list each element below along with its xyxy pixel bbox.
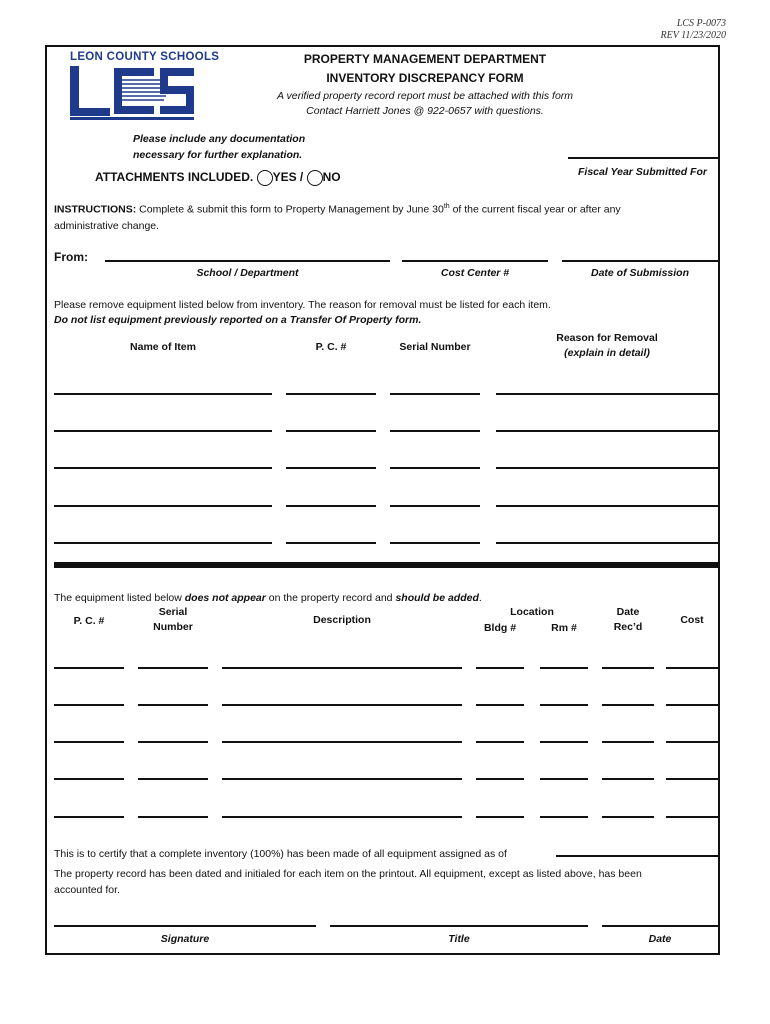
addition-row1-field4[interactable] [476,667,524,669]
header-reason-line1: Reason for Removal [556,332,658,344]
instructions-line2: administrative change. [54,219,160,232]
add-header-cost: Cost [680,614,704,626]
attachments-no-label: NO [322,170,341,185]
addition-intro-text1: The equipment listed below [54,592,185,604]
removal-intro: Please remove equipment listed below from inventory. The reason for removal must be listed for each item. [54,299,551,311]
removal-row4-field3[interactable] [390,505,480,507]
addition-row5-field7[interactable] [666,816,718,818]
addition-row4-field1[interactable] [54,778,124,780]
addition-row4-field6[interactable] [602,778,654,780]
removal-row5-field3[interactable] [390,542,480,544]
removal-row1-field2[interactable] [286,393,376,395]
addition-intro [54,590,482,606]
addition-row3-field2[interactable] [138,741,208,743]
add-header-date [602,605,654,635]
school-department-label: School / Department [196,267,299,279]
removal-row1-field4[interactable] [496,393,718,395]
form-code: LCS P-0073 [676,18,726,29]
removal-row2-field4[interactable] [496,430,718,432]
signature-field[interactable] [54,925,316,927]
addition-row3-field7[interactable] [666,741,718,743]
header-pc: P. C. # [315,341,347,353]
addition-row1-field3[interactable] [222,667,462,669]
title-field[interactable] [330,925,588,927]
removal-row5-field4[interactable] [496,542,718,544]
add-header-date-line1: Date [616,606,640,618]
add-header-bldg: Bldg # [483,622,517,634]
form-subtitle-line2: Contact Harriett Jones @ 922-0657 with questions. [306,105,544,117]
addition-row4-field3[interactable] [222,778,462,780]
signature-date-field[interactable] [602,925,718,927]
addition-intro-emphasis1: does not appear [184,592,266,604]
instructions-superscript: th [443,203,450,210]
addition-row2-field1[interactable] [54,704,124,706]
from-label: From: [54,250,88,264]
form-revision [661,18,726,42]
addition-row5-field1[interactable] [54,816,124,818]
addition-intro-emphasis2: should be added [395,592,479,604]
addition-row4-field5[interactable] [540,778,588,780]
removal-row3-field2[interactable] [286,467,376,469]
add-header-description: Description [313,614,371,626]
form-subtitle-line1: A verified property record report must be attached with this form [276,90,574,102]
add-header-pc: P. C. # [73,615,105,627]
removal-row5-field1[interactable] [54,542,272,544]
record-text [54,866,718,898]
documentation-note-line1: Please include any documentation [133,133,306,145]
cost-center-label: Cost Center # [440,267,510,279]
instructions-label: INSTRUCTIONS: [54,203,137,216]
add-header-location: Location [510,606,554,618]
addition-row3-field5[interactable] [540,741,588,743]
addition-row2-field2[interactable] [138,704,208,706]
submission-date-field[interactable] [562,260,718,262]
add-header-rm: Rm # [551,622,577,634]
addition-row5-field6[interactable] [602,816,654,818]
addition-row2-field7[interactable] [666,704,718,706]
header-serial: Serial Number [399,341,471,353]
logo-org-name: LEON COUNTY SCHOOLS [70,51,220,63]
fiscal-year-field[interactable] [568,157,718,159]
header-reason [496,331,718,361]
record-text-line2: accounted for. [54,884,120,896]
addition-row5-field5[interactable] [540,816,588,818]
removal-row2-field3[interactable] [390,430,480,432]
signature-label: Signature [160,933,210,945]
addition-row4-field2[interactable] [138,778,208,780]
attachments-yes-radio[interactable] [257,170,273,186]
removal-row4-field2[interactable] [286,505,376,507]
addition-row3-field4[interactable] [476,741,524,743]
form-title-line1: PROPERTY MANAGEMENT DEPARTMENT [303,52,547,66]
add-header-date-line2: Rec’d [613,621,643,633]
section-divider [54,562,718,568]
record-text-line1: The property record has been dated and initialed for each item on the printout. All equipment, except as listed above, has been [54,868,642,880]
addition-row3-field1[interactable] [54,741,124,743]
attachments-question [95,170,341,186]
attachments-label: ATTACHMENTS INCLUDED. [95,170,254,185]
addition-row3-field3[interactable] [222,741,462,743]
add-header-serial-line2: Number [153,621,193,633]
addition-row1-field1[interactable] [54,667,124,669]
removal-row3-field3[interactable] [390,467,480,469]
addition-row5-field2[interactable] [138,816,208,818]
cost-center-field[interactable] [402,260,548,262]
header-reason-line2: (explain in detail) [564,347,650,359]
removal-row1-field1[interactable] [54,393,272,395]
lcs-logo [70,66,198,125]
addition-row5-field3[interactable] [222,816,462,818]
documentation-note-line2: necessary for further explanation. [133,149,303,161]
addition-row1-field6[interactable] [602,667,654,669]
removal-row3-field1[interactable] [54,467,272,469]
revision-date: REV 11/23/2020 [660,30,726,41]
addition-intro-text3: . [478,592,482,604]
instructions-text-cont: of the current fiscal year or after any [452,203,621,216]
addition-row4-field7[interactable] [666,778,718,780]
addition-row2-field5[interactable] [540,704,588,706]
removal-row4-field1[interactable] [54,505,272,507]
addition-row3-field6[interactable] [602,741,654,743]
school-department-field[interactable] [105,260,390,262]
addition-row5-field4[interactable] [476,816,524,818]
addition-row2-field3[interactable] [222,704,462,706]
header-item-name: Name of Item [130,341,196,353]
title-label: Title [448,933,470,945]
removal-row2-field1[interactable] [54,430,272,432]
removal-note: Do not list equipment previously reported on a Transfer Of Property form. [54,314,422,326]
addition-row1-field2[interactable] [138,667,208,669]
addition-row1-field7[interactable] [666,667,718,669]
removal-row2-field2[interactable] [286,430,376,432]
removal-row1-field3[interactable] [390,393,480,395]
date-label: Date [648,933,672,945]
add-header-serial-line1: Serial [158,606,188,618]
addition-row1-field5[interactable] [540,667,588,669]
attachments-no-radio[interactable] [307,170,323,186]
fiscal-year-label: Fiscal Year Submitted For [578,166,707,178]
removal-row3-field4[interactable] [496,467,718,469]
addition-row2-field4[interactable] [476,704,524,706]
addition-row2-field6[interactable] [602,704,654,706]
instructions [54,199,714,234]
submission-date-label: Date of Submission [590,267,689,279]
certify-text: This is to certify that a complete inventory (100%) has been made of all equipment assigned as of [54,848,507,860]
addition-intro-text2: on the property record and [265,592,396,604]
removal-row5-field2[interactable] [286,542,376,544]
addition-row4-field4[interactable] [476,778,524,780]
removal-row4-field4[interactable] [496,505,718,507]
form-title-line2: INVENTORY DISCREPANCY FORM [326,71,524,85]
instructions-text: Complete & submit this form to Property Management by June 30 [139,203,444,216]
add-header-serial [138,605,208,635]
certify-date-field[interactable] [556,855,718,857]
attachments-yes-label: YES / [272,170,304,185]
